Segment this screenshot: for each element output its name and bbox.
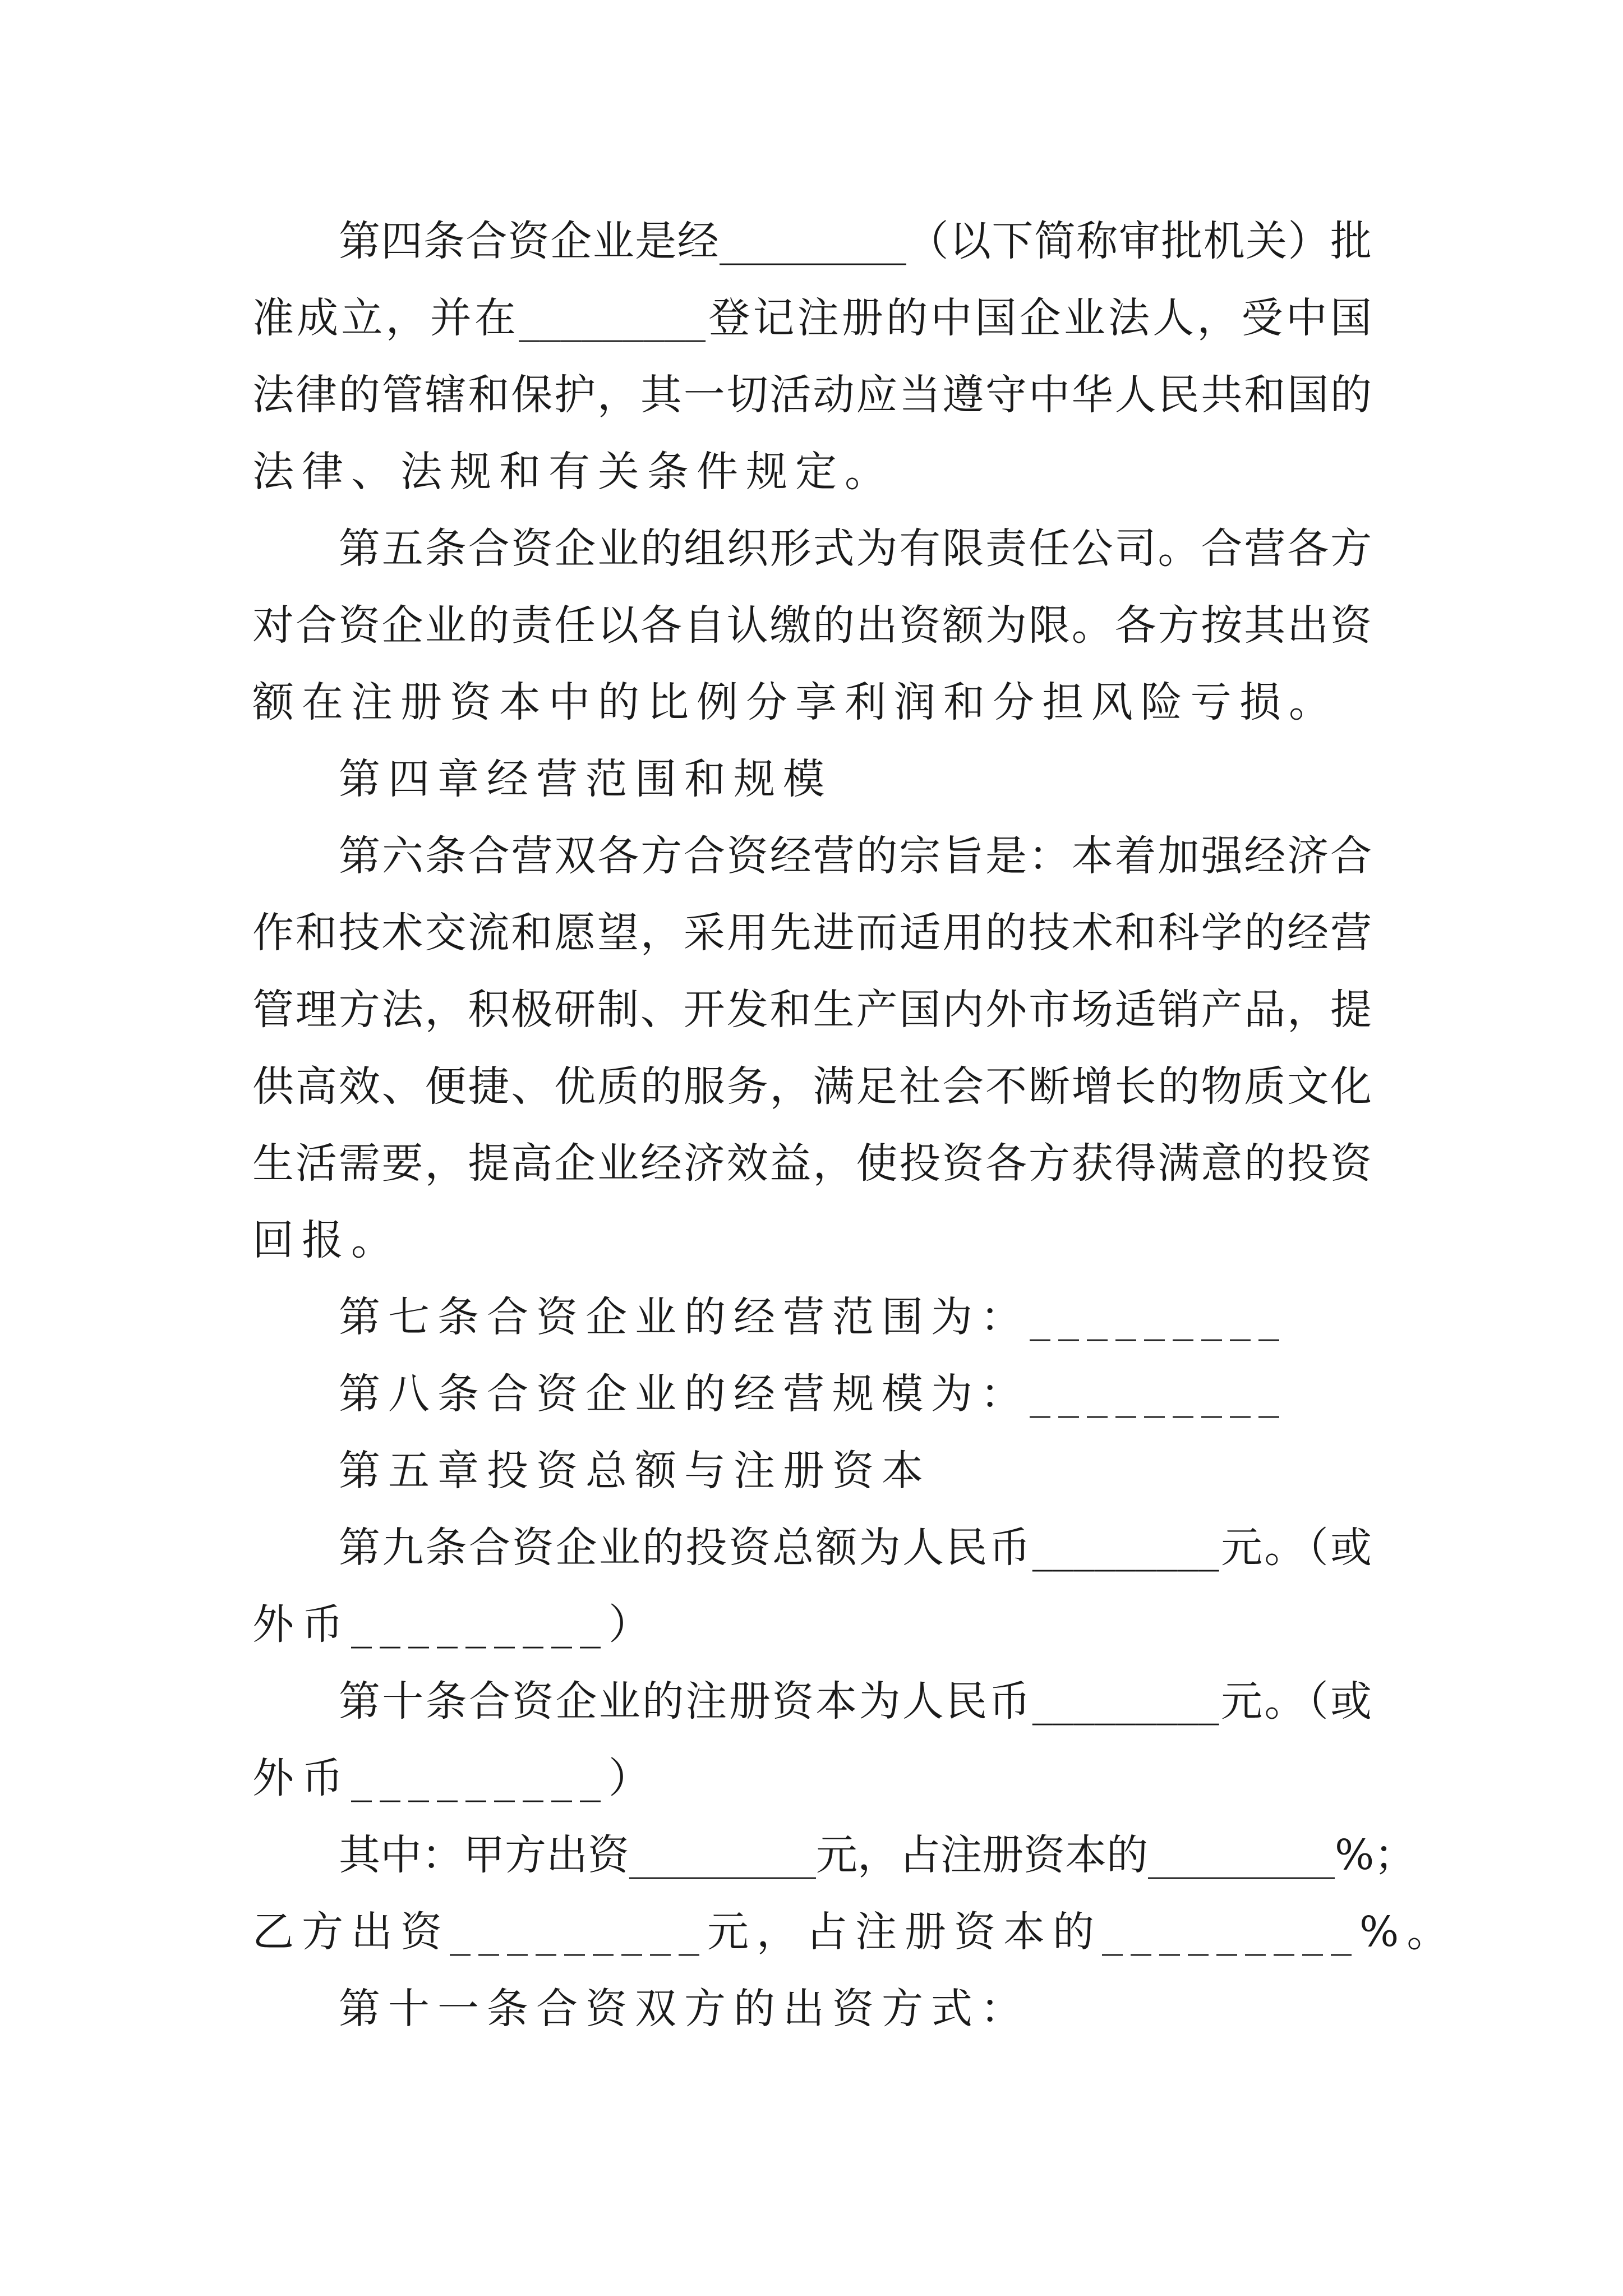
paragraph-article-6-line-2: 作和技术交流和愿望，采用先进而适用的技术和科学的经营	[252, 909, 1372, 957]
paragraph-contributions-line-1: 其中：甲方出资_________元，占注册资本的_________%；	[339, 1831, 1416, 1879]
paragraph-article-6-line-4: 供高效、便捷、优质的服务，满足社会不断增长的物质文化	[252, 1062, 1372, 1111]
paragraph-article-5-line-1: 第五条合资企业的组织形式为有限责任公司。合营各方	[339, 524, 1372, 573]
paragraph-article-4-line-2: 准成立，并在_________登记注册的中国企业法人，受中国	[252, 294, 1372, 342]
paragraph-article-6-line-6: 回报。	[252, 1216, 400, 1264]
paragraph-article-10-line-2: 外币_________）	[252, 1754, 658, 1802]
paragraph-article-5-line-3: 额在注册资本中的比例分享利润和分担风险亏损。	[252, 678, 1338, 726]
paragraph-article-8: 第八条合资企业的经营规模为：_________	[339, 1370, 1287, 1418]
paragraph-article-9-line-2: 外币_________）	[252, 1600, 658, 1649]
paragraph-contributions-line-2: 乙方出资_________元，占注册资本的_________%。	[252, 1908, 1456, 1956]
paragraph-article-10-line-1: 第十条合资企业的注册资本为人民币_________元。（或	[339, 1677, 1372, 1726]
chapter-4-heading: 第四章经营范围和规模	[339, 755, 832, 803]
paragraph-article-11: 第十一条合资双方的出资方式：	[339, 1985, 1030, 2033]
paragraph-article-4-line-4: 法律、法规和有关条件规定。	[252, 448, 894, 496]
paragraph-article-7: 第七条合资企业的经营范围为：_________	[339, 1293, 1287, 1341]
paragraph-article-5-line-2: 对合资企业的责任以各自认缴的出资额为限。各方按其出资	[252, 601, 1372, 650]
paragraph-article-4-line-1: 第四条合资企业是经_________（以下简称审批机关）批	[339, 217, 1372, 265]
paragraph-article-4-line-3: 法律的管辖和保护，其一切活动应当遵守中华人民共和国的	[252, 371, 1372, 419]
chapter-5-heading: 第五章投资总额与注册资本	[339, 1447, 931, 1495]
paragraph-article-6-line-1: 第六条合营双各方合资经营的宗旨是：本着加强经济合	[339, 832, 1372, 880]
paragraph-article-6-line-5: 生活需要，提高企业经济效益，使投资各方获得满意的投资	[252, 1139, 1372, 1188]
paragraph-article-6-line-3: 管理方法，积极研制、开发和生产国内外市场适销产品，提	[252, 986, 1372, 1034]
paragraph-article-9-line-1: 第九条合资企业的投资总额为人民币_________元。（或	[339, 1524, 1372, 1572]
